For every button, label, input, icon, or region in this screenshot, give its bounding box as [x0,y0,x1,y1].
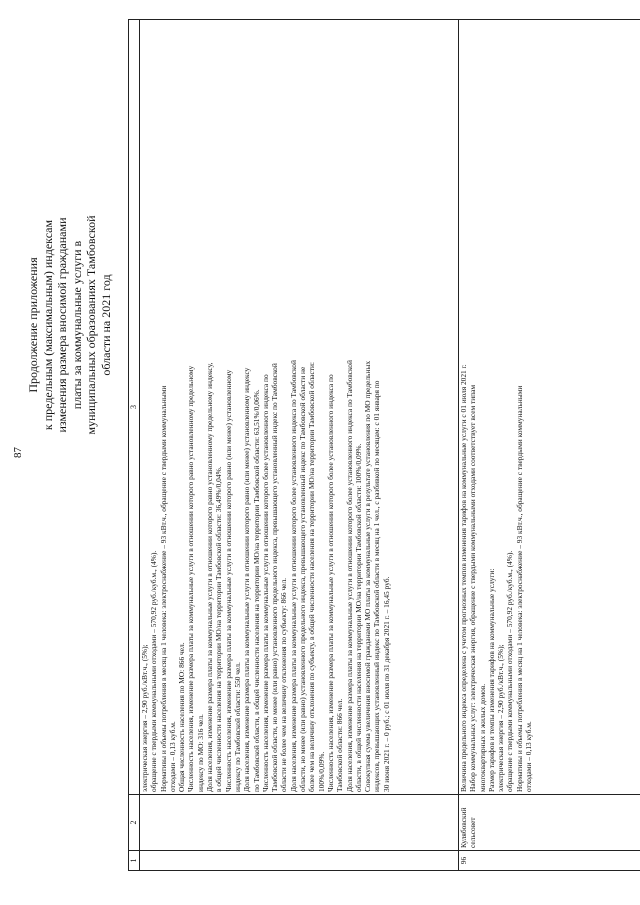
table-row-96 [459,20,640,871]
text-line: отходами – 0,13 куб.м. [524,721,534,792]
table-header-row [129,20,140,871]
text-line: Численность населения, изменение размера платы за коммунальные услуги в отношении которого равно (или менее) установленному [223,369,233,792]
text-line: Совокупная сумма увеличения вносимой гражданами МО платы за коммунальные услуги в результате установления по МО предельных [363,360,373,792]
caption-line: области на 2021 год [98,274,113,376]
text-line: Нормативы и объемы потребления в месяц на 1 человека: электроснабжение – 93 кВт.ч., обращение с твердыми коммунальными [514,385,524,792]
text-line: Доля населения, изменение размера платы за коммунальные услуги в отношении которого равно установленному предельному индексу, [205,362,215,792]
text-line: 30 июня 2021 г. – 0 руб.; с 01 июля по 31 декабря 2021 г. – 16,45 руб. [381,576,391,792]
caption-line: платы за коммунальные услуги в [69,240,84,410]
text-line: электрическая энергия – 2,90 руб./кВт.ч., (5%); [496,644,506,792]
text-line: Набор коммунальных услуг: электрическая энергия, обращение с твердыми коммунальными отходами соответствует всем типам [468,384,478,792]
text-line: Доля населения, изменение размера платы за коммунальные услуги в отношении которого более установленного индекса по Тамбовской [344,360,354,792]
header-col-2: 2 [129,795,140,851]
row-number-cell [140,851,459,871]
row-number: 96 [459,851,640,871]
text-line: области, но менее (или равно) установленного предельного индекса, превышающего установленный индекс по Тамбовской области не [298,366,308,792]
text-line: Тамбовской области: 866 чел. [335,698,345,792]
text-line: по Тамбовской области, в общей численности населения на территории МО/на территории Тамбовской области: 63,51%/0,06%. [251,389,261,792]
municipality-cell [140,795,459,851]
text-line: 100%/0,09%. [316,751,326,792]
text-line: Численность населения, изменение размера платы за коммунальные услуги в отношении которого более установленного индекса по [260,374,270,792]
text-line: обращение с твердыми коммунальными отходами – 570,92 руб./куб.м., (4%). [149,550,159,792]
text-line: Величина предельного индекса определена с учетом прогнозных темпов изменения тарифов на коммунальные услуги с 01 июля 2021 г. [459,364,468,792]
indices-table [128,19,640,871]
text-line: Численность населения, изменение размера платы за коммунальные услуги в отношении которого равно установленному предельному [186,365,196,792]
page-number: 87 [12,447,24,458]
caption-line: к предельным (максимальным) индексам [40,219,55,431]
header-col-1: 1 [129,851,140,871]
text-line: Доля населения, изменение размера платы за коммунальные услуги в отношении которого более установленного индекса по Тамбовской [288,360,298,792]
text-line: индексу по Тамбовской области: 550 чел. [232,662,242,792]
description-cell [140,20,459,795]
caption-line: Продолжение приложения [26,257,40,393]
caption-line: муниципальных образованиях Тамбовской [84,215,98,435]
text-line: Доля населения, изменение размера платы за коммунальные услуги в отношении которого равно (или менее) установленному индексу [242,367,252,792]
text-line: в общей численности населения на территории МО/на территории Тамбовской области: 36,49%/0,04%. [214,466,224,792]
text-line: более чем на величину отклонения по субъекту, в общей численности населения на территории МО/на территории Тамбовской области: [307,362,317,792]
text-line: электрическая энергия – 2,90 руб./кВт.ч., (5%); [140,644,149,792]
text-line: области не более чем на величину отклонения по субъекту: 866 чел. [279,578,289,792]
table-row-continued [140,20,459,871]
caption-line: изменения размера вносимой гражданами [55,217,69,433]
appendix-caption [26,75,113,575]
text-line: обращение с твердыми коммунальными отходами – 570,92 руб./куб.м., (4%). [505,550,515,792]
text-line: Численность населения, изменение размера платы за коммунальные услуги в отношении которого более установленного индекса по [325,374,335,792]
description-cell [459,20,640,795]
header-col-3: 3 [129,20,140,795]
text-line: Общая численность населения по МО: 866 чел. [177,642,187,792]
text-line: области, в общей численности населения на территории МО/на территории Тамбовской области: 100%/0,09%. [353,443,363,792]
text-line: Тамбовской области, но менее (или равно) установленного предельного индекса, превышающего установленный индекс по Тамбовской [270,363,280,792]
text-line: Размер тарифов и темпы изменения тарифов на коммунальные услуги: [486,568,496,792]
text-line: индексов, превышающих установленный индекс по Тамбовской области в месяц на 1 чел., с разбивкой по месяцам: с 01 января по [372,380,382,792]
text-line: индексу по МО: 316 чел. [195,714,205,792]
text-line: отходами – 0,13 куб.м. [167,721,177,792]
text-line: многоквартирных и жилых домов. [477,683,487,792]
text-line: Нормативы и объемы потребления в месяц на 1 человека: электроснабжение – 93 кВт.ч., обращение с твердыми коммунальными [158,385,168,792]
municipality-name: Кулябовский сельсовет [459,795,640,851]
